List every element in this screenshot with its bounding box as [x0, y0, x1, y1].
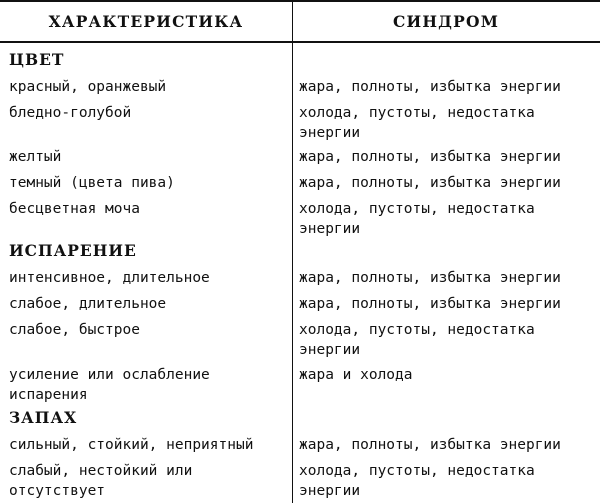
characteristic-cell: желтый [9, 149, 62, 165]
syndrome-cell: жара, полноты, избытка энергии [299, 437, 561, 453]
syndrome-cell: холода, пустоты, недостатка энергии [299, 463, 535, 499]
syndrome-cell: холода, пустоты, недостатка энергии [299, 105, 535, 141]
section-title-evaporation: ИСПАРЕНИЕ [9, 241, 137, 260]
table-row [0, 435, 600, 455]
table-row [0, 294, 600, 314]
characteristic-cell: усиление или ослабление испарения [9, 367, 210, 403]
characteristic-cell: бесцветная моча [9, 201, 140, 217]
table-row [0, 103, 600, 143]
characteristic-cell: слабое, быстрое [9, 322, 140, 338]
header-characteristic: ХАРАКТЕРИСТИКА [48, 12, 244, 31]
characteristic-cell: интенсивное, длительное [9, 270, 210, 286]
syndrome-cell: жара и холода [299, 367, 413, 383]
syndrome-cell: холода, пустоты, недостатка энергии [299, 322, 535, 358]
table-row [0, 461, 600, 501]
characteristic-cell: сильный, стойкий, неприятный [9, 437, 254, 453]
table-row [0, 77, 600, 97]
syndrome-cell: жара, полноты, избытка энергии [299, 79, 561, 95]
table-row [0, 268, 600, 288]
characteristic-cell: темный (цвета пива) [9, 175, 175, 191]
syndrome-cell: холода, пустоты, недостатка энергии [299, 201, 535, 237]
syndrome-cell: жара, полноты, избытка энергии [299, 175, 561, 191]
characteristic-cell: слабое, длительное [9, 296, 167, 312]
characteristic-cell: бледно-голубой [9, 105, 132, 121]
characteristic-cell: слабый, нестойкий или отсутствует [9, 463, 193, 499]
table-header [0, 0, 600, 43]
section-title-smell: ЗАПАХ [9, 408, 78, 427]
table-row [0, 199, 600, 239]
syndrome-cell: жара, полноты, избытка энергии [299, 296, 561, 312]
table-row [0, 147, 600, 167]
column-divider [292, 0, 293, 503]
characteristic-cell: красный, оранжевый [9, 79, 167, 95]
table-row [0, 320, 600, 360]
table-row [0, 173, 600, 193]
table-row [0, 365, 600, 405]
header-syndrome: СИНДРОМ [392, 12, 500, 31]
section-title-color: ЦВЕТ [9, 50, 65, 69]
syndrome-cell: жара, полноты, избытка энергии [299, 270, 561, 286]
syndrome-cell: жара, полноты, избытка энергии [299, 149, 561, 165]
